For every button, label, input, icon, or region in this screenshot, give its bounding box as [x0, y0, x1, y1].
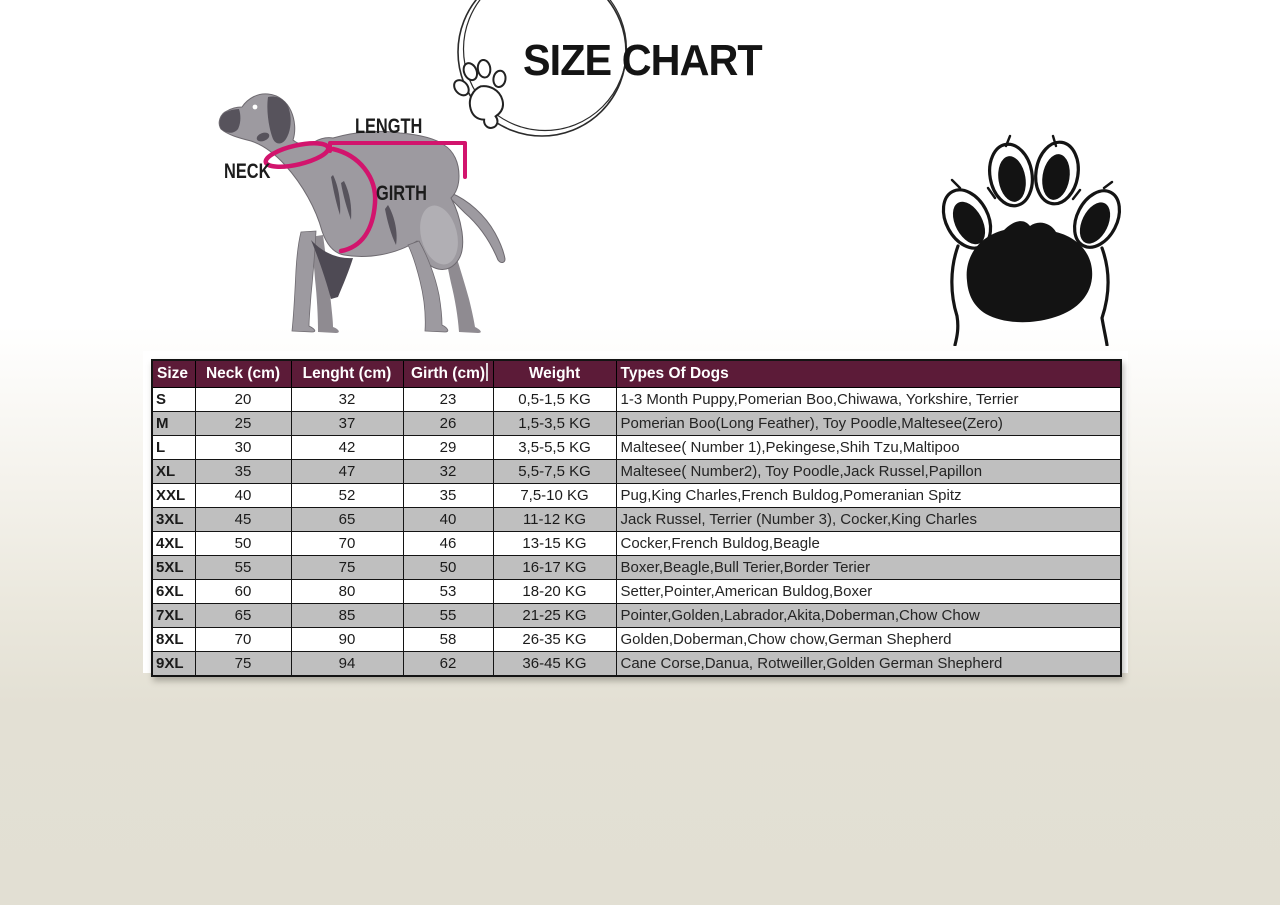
girth-cell: 46 — [403, 532, 493, 556]
size-cell: XL — [152, 460, 195, 484]
table-row — [152, 388, 1121, 412]
girth-cell: 50 — [403, 556, 493, 580]
dog-types-cell: Pug,King Charles,French Buldog,Pomeranian Spitz — [616, 484, 1121, 508]
dog-types-cell: Pomerian Boo(Long Feather), Toy Poodle,Maltesee(Zero) — [616, 412, 1121, 436]
dog-types-cell: 1-3 Month Puppy,Pomerian Boo,Chiwawa, Yorkshire, Terrier — [616, 388, 1121, 412]
neck-cell: 60 — [195, 580, 291, 604]
table-row — [152, 556, 1121, 580]
weight-cell: 1,5-3,5 KG — [493, 412, 616, 436]
size-cell: S — [152, 388, 195, 412]
length-cell: 85 — [291, 604, 403, 628]
size-cell: 9XL — [152, 652, 195, 677]
girth-cell: 53 — [403, 580, 493, 604]
size-cell: 6XL — [152, 580, 195, 604]
neck-cell: 20 — [195, 388, 291, 412]
neck-cell: 25 — [195, 412, 291, 436]
size-table-body — [152, 388, 1121, 677]
neck-cell: 35 — [195, 460, 291, 484]
neck-label: NECK — [224, 160, 271, 183]
dog-types-cell: Maltesee( Number2), Toy Poodle,Jack Russel,Papillon — [616, 460, 1121, 484]
weight-cell: 21-25 KG — [493, 604, 616, 628]
table-row — [152, 484, 1121, 508]
dog-types-cell: Cocker,French Buldog,Beagle — [616, 532, 1121, 556]
table-row — [152, 532, 1121, 556]
size-cell: 5XL — [152, 556, 195, 580]
dog-types-cell: Cane Corse,Danua, Rotweiller,Golden German Shepherd — [616, 652, 1121, 677]
table-row — [152, 628, 1121, 652]
dog-types-cell: Boxer,Beagle,Bull Terier,Border Terier — [616, 556, 1121, 580]
neck-cell: 75 — [195, 652, 291, 677]
table-row — [152, 652, 1121, 677]
size-cell: 4XL — [152, 532, 195, 556]
table-row — [152, 604, 1121, 628]
size-cell: M — [152, 412, 195, 436]
length-cell: 52 — [291, 484, 403, 508]
page-title: SIZE CHART — [523, 36, 762, 85]
length-cell: 47 — [291, 460, 403, 484]
neck-cell: 70 — [195, 628, 291, 652]
length-cell: 80 — [291, 580, 403, 604]
weight-cell: 18-20 KG — [493, 580, 616, 604]
table-row — [152, 580, 1121, 604]
weight-cell: 0,5-1,5 KG — [493, 388, 616, 412]
girth-cell: 26 — [403, 412, 493, 436]
girth-cell: 23 — [403, 388, 493, 412]
length-cell: 65 — [291, 508, 403, 532]
girth-cell: 58 — [403, 628, 493, 652]
weight-cell: 26-35 KG — [493, 628, 616, 652]
weight-cell: 36-45 KG — [493, 652, 616, 677]
header-size: Size — [152, 360, 195, 388]
dog-types-cell: Setter,Pointer,American Buldog,Boxer — [616, 580, 1121, 604]
neck-cell: 30 — [195, 436, 291, 460]
text-cursor — [486, 363, 488, 381]
girth-cell: 35 — [403, 484, 493, 508]
weight-cell: 13-15 KG — [493, 532, 616, 556]
girth-cell: 55 — [403, 604, 493, 628]
weight-cell: 16-17 KG — [493, 556, 616, 580]
header-neck: Neck (cm) — [195, 360, 291, 388]
neck-cell: 45 — [195, 508, 291, 532]
size-cell: 7XL — [152, 604, 195, 628]
header-weight: Weight — [493, 360, 616, 388]
dog-types-cell: Maltesee( Number 1),Pekingese,Shih Tzu,Maltipoo — [616, 436, 1121, 460]
girth-cell: 62 — [403, 652, 493, 677]
dog-types-cell: Jack Russel, Terrier (Number 3), Cocker,King Charles — [616, 508, 1121, 532]
length-cell: 70 — [291, 532, 403, 556]
neck-cell: 55 — [195, 556, 291, 580]
table-row — [152, 412, 1121, 436]
header-dog-types: Types Of Dogs — [616, 360, 1121, 388]
length-cell: 42 — [291, 436, 403, 460]
length-cell: 32 — [291, 388, 403, 412]
paw-print-large-icon — [922, 126, 1137, 346]
table-header-row — [152, 360, 1121, 388]
neck-cell: 50 — [195, 532, 291, 556]
length-cell: 37 — [291, 412, 403, 436]
girth-cell: 32 — [403, 460, 493, 484]
girth-label: GIRTH — [376, 182, 427, 205]
header-length: Lenght (cm) — [291, 360, 403, 388]
weight-cell: 11-12 KG — [493, 508, 616, 532]
neck-cell: 65 — [195, 604, 291, 628]
size-chart-table — [151, 359, 1122, 677]
table-row — [152, 460, 1121, 484]
neck-cell: 40 — [195, 484, 291, 508]
dog-types-cell: Golden,Doberman,Chow chow,German Shepherd — [616, 628, 1121, 652]
girth-cell: 40 — [403, 508, 493, 532]
size-cell: 3XL — [152, 508, 195, 532]
header-girth: Girth (cm) — [403, 360, 493, 388]
size-cell: L — [152, 436, 195, 460]
girth-cell: 29 — [403, 436, 493, 460]
weight-cell: 3,5-5,5 KG — [493, 436, 616, 460]
weight-cell: 7,5-10 KG — [493, 484, 616, 508]
dog-types-cell: Pointer,Golden,Labrador,Akita,Doberman,Chow Chow — [616, 604, 1121, 628]
table-row — [152, 436, 1121, 460]
length-cell: 75 — [291, 556, 403, 580]
size-cell: 8XL — [152, 628, 195, 652]
table-row — [152, 508, 1121, 532]
length-label: LENGTH — [355, 115, 423, 138]
size-cell: XXL — [152, 484, 195, 508]
length-cell: 94 — [291, 652, 403, 677]
length-cell: 90 — [291, 628, 403, 652]
weight-cell: 5,5-7,5 KG — [493, 460, 616, 484]
